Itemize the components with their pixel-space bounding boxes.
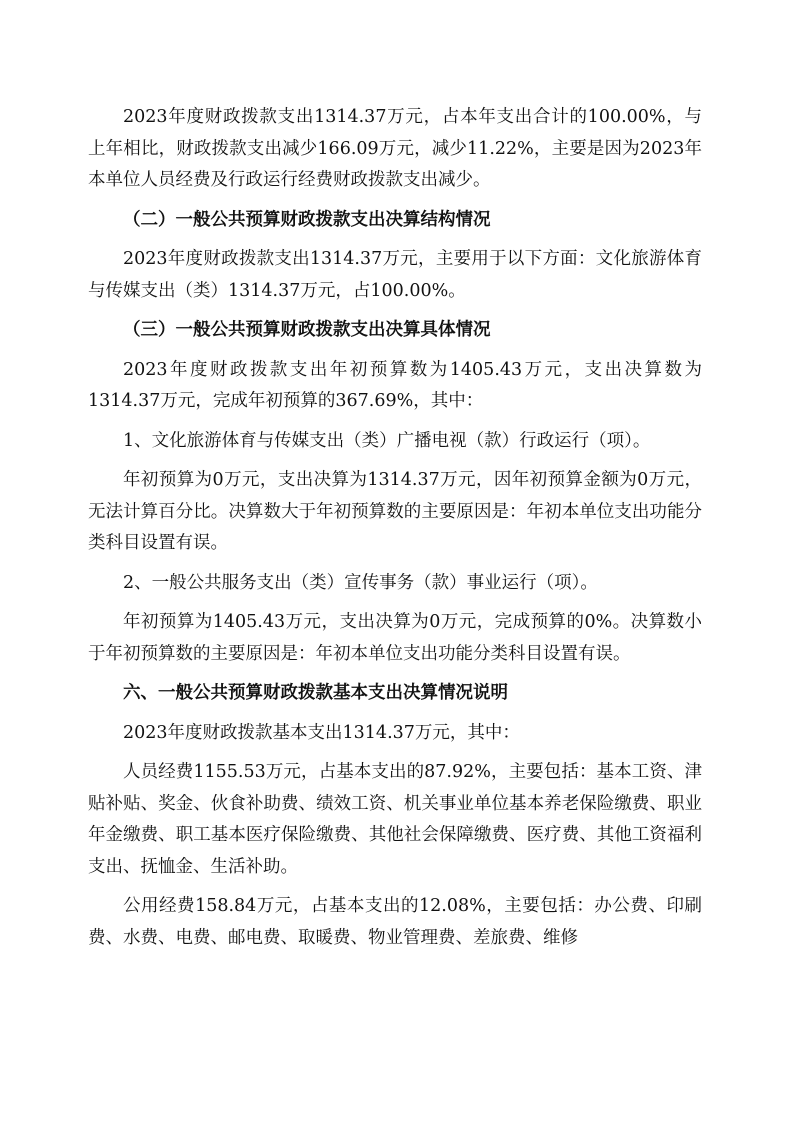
paragraph-basic-expenditure: 2023年度财政拨款基本支出1314.37万元，其中： (123, 722, 520, 743)
heading-structure: （二）一般公共预算财政拨款支出决算结构情况 (123, 209, 491, 230)
paragraph-item-2-detail: 年初预算为1405.43万元，支出决算为0万元，完成预算的0%。决算数小于年初预算数的主要原因是：年初本单位支出功能分类科目设置有误。 (88, 612, 702, 664)
paragraph-details: 2023年度财政拨款支出年初预算数为1405.43万元，支出决算数为1314.37万元，完成年初预算的367.69%，其中： (88, 359, 702, 411)
heading-details: （三）一般公共预算财政拨款支出决算具体情况 (123, 320, 491, 340)
paragraph-personnel-costs: 人员经费1155.53万元，占基本支出的87.92%，主要包括：基本工资、津贴补贴、奖金、伙食补助费、绩效工资、机关事业单位基本养老保险缴费、职业年金缴费、职工基本医疗保险缴费、其他社会保障缴费、医疗费、其他工资福利支出、抚恤金、生活补助。 (88, 762, 702, 877)
paragraph-item-1-detail: 年初预算为0万元，支出决算为1314.37万元，因年初预算金额为0万元，无法计算百分比。决算数大于年初预算数的主要原因是：年初本单位支出功能分类科目设置有误。 (88, 470, 702, 553)
paragraph-item-1: 1、文化旅游体育与传媒支出（类）广播电视（款）行政运行（项）。 (123, 430, 651, 451)
paragraph-item-2: 2、一般公共服务支出（类）宣传事务（款）事业运行（项）。 (123, 572, 598, 593)
paragraph-structure: 2023年度财政拨款支出1314.37万元，主要用于以下方面：文化旅游体育与传媒支出（类）1314.37万元，占100.00%。 (88, 249, 702, 301)
heading-section-6: 六、一般公共预算财政拨款基本支出决算情况说明 (123, 683, 508, 703)
document-body (88, 102, 702, 954)
paragraph-public-costs: 公用经费158.84万元，占基本支出的12.08%，主要包括：办公费、印刷费、水费、电费、邮电费、取暖费、物业管理费、差旅费、维修 (88, 896, 702, 948)
paragraph-expenditure-summary: 2023年度财政拨款支出1314.37万元，占本年支出合计的100.00%，与上年相比，财政拨款支出减少166.09万元，减少11.22%，主要是因为2023年本单位人员经费及行政运行经费财政拨款支出减少。 (88, 107, 702, 190)
